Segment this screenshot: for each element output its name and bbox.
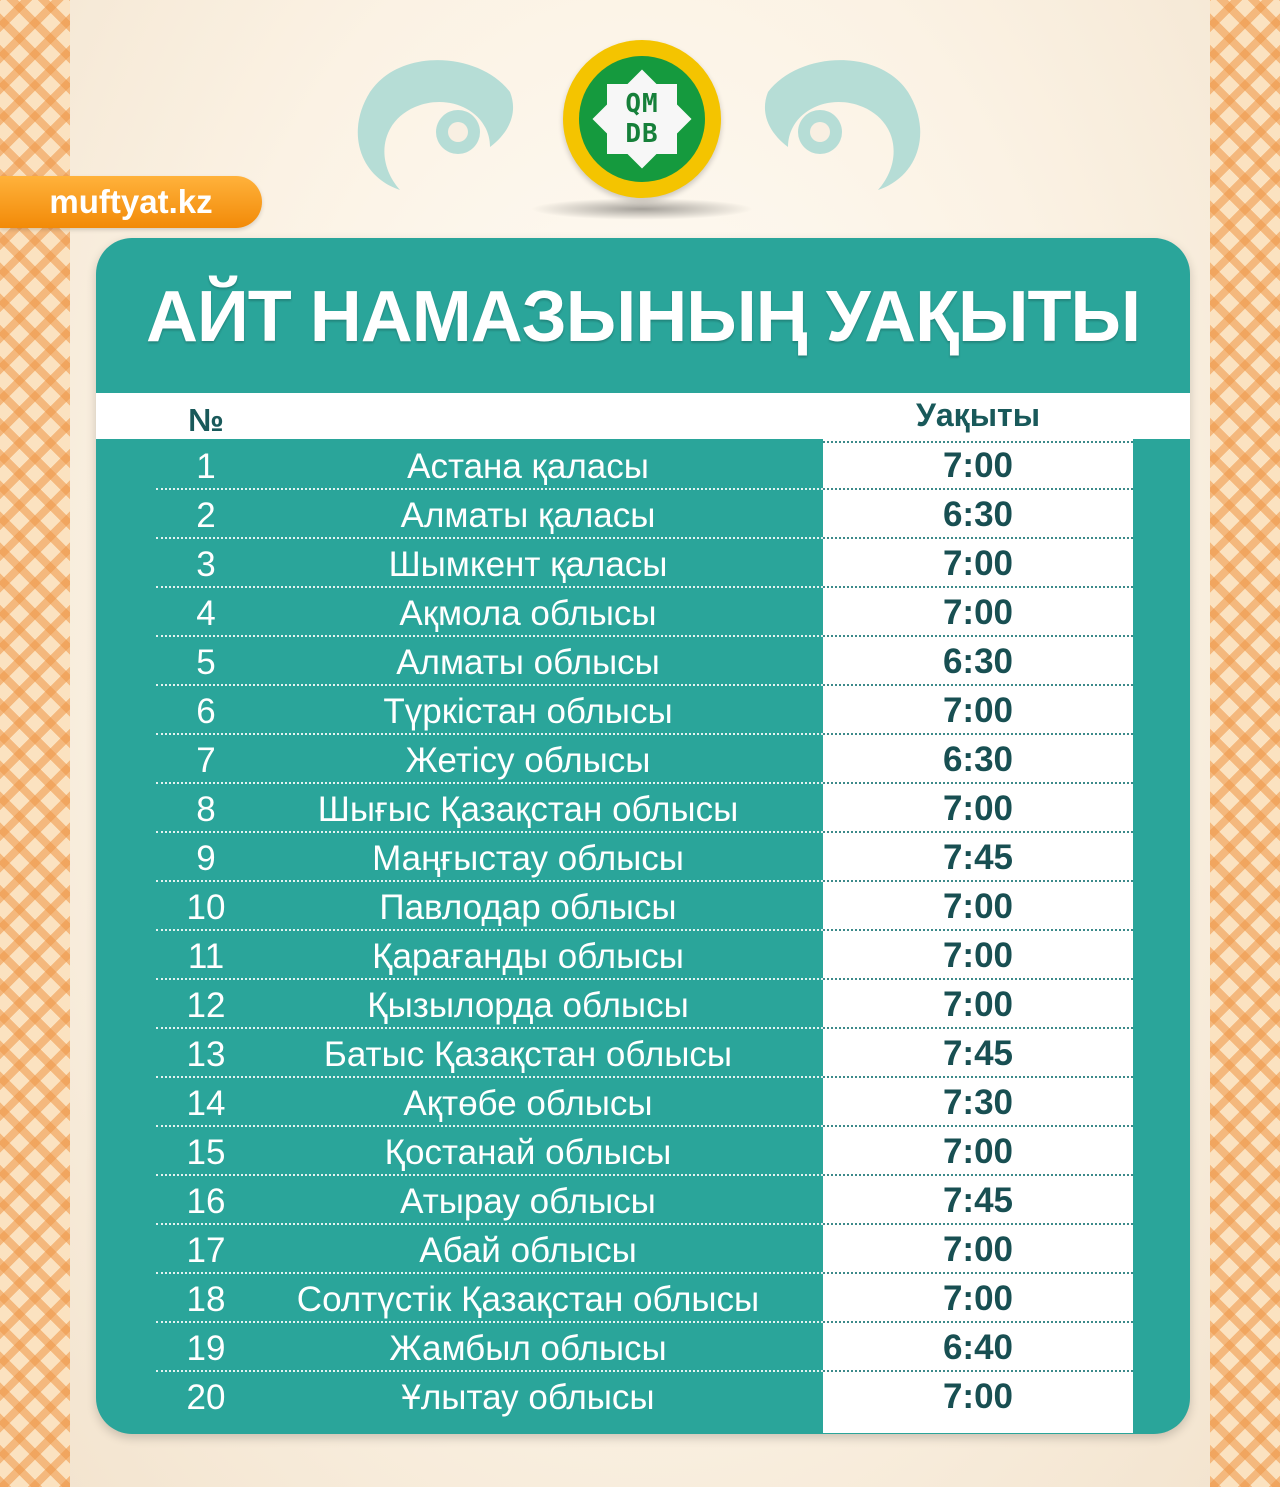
ornament-left-icon: [340, 52, 520, 192]
row-number: 20: [186, 1378, 226, 1417]
row-number: 14: [186, 1084, 226, 1123]
region-name: Ұлытау облысы: [401, 1378, 655, 1417]
row-number: 11: [187, 937, 225, 976]
table-row: [0, 1372, 1280, 1421]
prayer-time: 7:45: [942, 1034, 1014, 1073]
prayer-time: 7:00: [942, 544, 1014, 583]
prayer-time: 7:30: [942, 1083, 1014, 1122]
region-name: Ақмола облысы: [399, 594, 657, 633]
table-row: [0, 1274, 1280, 1323]
region-name: Шымкент қаласы: [388, 545, 668, 584]
table-row: [0, 1029, 1280, 1078]
prayer-time: 7:00: [942, 593, 1014, 632]
row-number: 15: [186, 1133, 226, 1172]
row-number: 17: [186, 1231, 226, 1270]
table-row: [0, 490, 1280, 539]
header-number: №: [188, 402, 224, 438]
region-name: Жамбыл облысы: [389, 1329, 667, 1368]
row-number: 6: [196, 692, 216, 731]
table-row: [0, 1225, 1280, 1274]
table-row: [0, 637, 1280, 686]
table-row: [0, 735, 1280, 784]
table-row: [0, 1176, 1280, 1225]
row-number: 10: [186, 888, 226, 927]
table-row: [0, 539, 1280, 588]
table-row: [0, 784, 1280, 833]
row-number: 8: [196, 790, 216, 829]
schedule-table: [0, 441, 1280, 1421]
logo-text-line2: DB: [625, 119, 659, 149]
region-name: Қостанай облысы: [384, 1133, 672, 1172]
row-number: 16: [186, 1182, 226, 1221]
table-row: [0, 1127, 1280, 1176]
table-row: [0, 441, 1280, 490]
prayer-time: 7:45: [942, 838, 1014, 877]
row-number: 4: [196, 594, 216, 633]
logo-shadow: [530, 198, 754, 220]
region-name: Атырау облысы: [400, 1182, 656, 1221]
region-name: Павлодар облысы: [379, 888, 677, 927]
logo-emblem: [579, 56, 705, 182]
prayer-time: 6:30: [942, 642, 1014, 681]
table-row: [0, 1323, 1280, 1372]
header-time: Уақыты: [915, 397, 1041, 433]
prayer-time: 7:45: [942, 1181, 1014, 1220]
row-number: 9: [196, 839, 216, 878]
prayer-time: 7:00: [942, 789, 1014, 828]
prayer-time: 6:30: [942, 740, 1014, 779]
region-name: Алматы қаласы: [400, 496, 656, 535]
ornament-right-icon: [758, 52, 938, 192]
row-number: 1: [196, 447, 216, 486]
prayer-time: 7:00: [942, 1377, 1014, 1416]
row-number: 3: [196, 545, 216, 584]
prayer-time: 6:40: [942, 1328, 1014, 1367]
region-name: Астана қаласы: [407, 447, 649, 486]
region-name: Шығыс Қазақстан облысы: [317, 790, 739, 829]
site-badge[interactable]: muftyat.kz: [0, 176, 262, 228]
region-name: Қарағанды облысы: [372, 937, 684, 976]
region-name: Ақтөбе облысы: [403, 1084, 653, 1123]
prayer-time: 7:00: [942, 691, 1014, 730]
prayer-time: 7:00: [942, 1279, 1014, 1318]
region-name: Қызылорда облысы: [367, 986, 689, 1025]
table-row: [0, 980, 1280, 1029]
region-name: Түркістан облысы: [383, 692, 673, 731]
region-name: Солтүстік Қазақстан облысы: [296, 1280, 760, 1319]
prayer-time: 7:00: [942, 985, 1014, 1024]
logo-text-line1: QM: [625, 89, 659, 119]
region-name: Батыс Қазақстан облысы: [323, 1035, 733, 1074]
prayer-time: 7:00: [942, 1132, 1014, 1171]
region-name: Жетісу облысы: [405, 741, 651, 780]
table-row: [0, 588, 1280, 637]
region-name: Абай облысы: [419, 1231, 637, 1270]
region-name: Маңғыстау облысы: [372, 839, 684, 878]
page-title: АЙТ НАМАЗЫНЫҢ УАҚЫТЫ: [145, 277, 1141, 357]
table-row: [0, 833, 1280, 882]
row-number: 12: [186, 986, 226, 1025]
region-name: Алматы облысы: [396, 643, 660, 682]
prayer-time: 7:00: [942, 936, 1014, 975]
row-number: 2: [196, 496, 216, 535]
prayer-time: 7:00: [942, 446, 1014, 485]
prayer-time: 7:00: [942, 1230, 1014, 1269]
row-number: 18: [186, 1280, 226, 1319]
row-number: 7: [196, 741, 216, 780]
table-row: [0, 931, 1280, 980]
table-row: [0, 686, 1280, 735]
prayer-time: 7:00: [942, 887, 1014, 926]
row-number: 5: [196, 643, 216, 682]
row-number: 19: [186, 1329, 226, 1368]
table-row: [0, 882, 1280, 931]
table-row: [0, 1078, 1280, 1127]
prayer-time: 6:30: [942, 495, 1014, 534]
qmdb-logo: [563, 40, 721, 198]
row-number: 13: [186, 1035, 226, 1074]
